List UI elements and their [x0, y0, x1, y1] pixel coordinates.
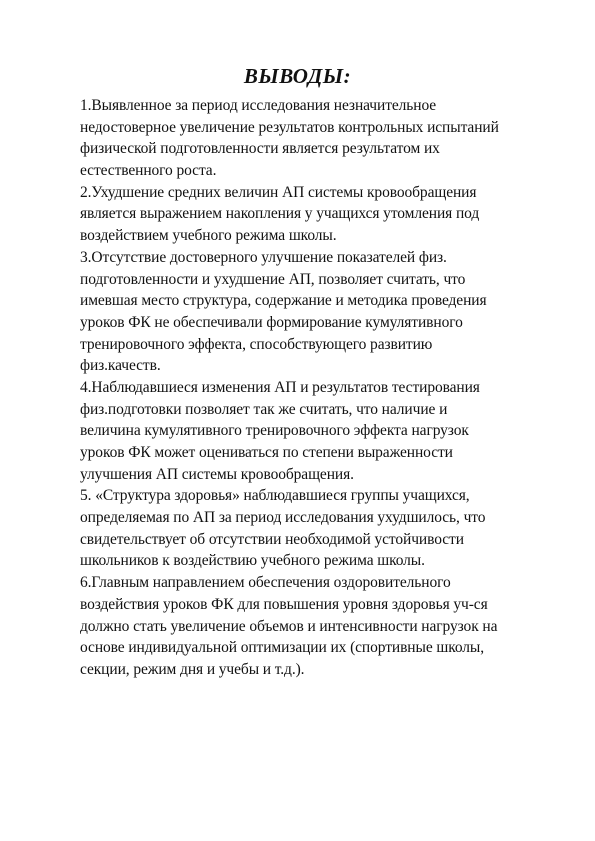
text-line: 4.Наблюдавшиеся изменения АП и результатов тестирования [80, 378, 480, 396]
page-title: ВЫВОДЫ: [243, 64, 352, 88]
text-line: естественного роста. [80, 162, 217, 180]
conclusions-body [80, 95, 550, 681]
text-line: секции, режим дня и учебы и т.д.). [80, 660, 305, 678]
text-line: 2.Ухудшение средних величин АП системы кровообращения [80, 183, 477, 201]
text-line: 6.Главным направлением обеспечения оздоровительного [80, 574, 451, 592]
text-line: величина кумулятивного тренировочного эффекта нагрузок [80, 422, 469, 440]
text-line: тренировочного эффекта, способствующего развитию [80, 335, 433, 353]
text-line: 5. «Структура здоровья» наблюдавшиеся группы учащихся, [80, 487, 470, 505]
text-line: 3.Отсутствие достоверного улучшение показателей физ. [80, 248, 447, 266]
text-line: воздействием учебного режима школы. [80, 227, 337, 245]
text-line: свидетельствует об отсутствии необходимой устойчивости [80, 530, 464, 548]
text-line: уроков ФК не обеспечивали формирование кумулятивного [80, 313, 463, 331]
text-line: недостоверное увеличение результатов контрольных испытаний [80, 118, 499, 136]
text-line: физ.подготовки позволяет так же считать, что наличие и [80, 400, 448, 418]
text-line: школьников к воздействию учебного режима школы. [80, 552, 425, 570]
text-line: воздействия уроков ФК для повышения уровня здоровья уч-ся [80, 595, 488, 613]
text-line: физической подготовленности является результатом их [80, 140, 440, 158]
text-line: подготовленности и ухудшение АП, позволяет считать, что [80, 270, 466, 288]
text-line: является выражением накопления у учащихся утомления под [80, 205, 480, 223]
text-line: должно стать увеличение объемов и интенсивности нагрузок на [80, 617, 498, 635]
text-line: 1.Выявленное за период исследования незначительное [80, 97, 437, 114]
text-line: имевшая место структура, содержание и методика проведения [80, 292, 487, 310]
text-line: улучшения АП системы кровообращения. [80, 465, 354, 483]
text-line: определяемая по АП за период исследования ухудшилось, что [80, 509, 486, 527]
text-line: уроков ФК может оцениваться по степени выраженности [80, 444, 453, 461]
text-line: физ.качеств. [80, 357, 161, 375]
text-line: основе индивидуальной оптимизации их (спортивные школы, [80, 639, 485, 657]
